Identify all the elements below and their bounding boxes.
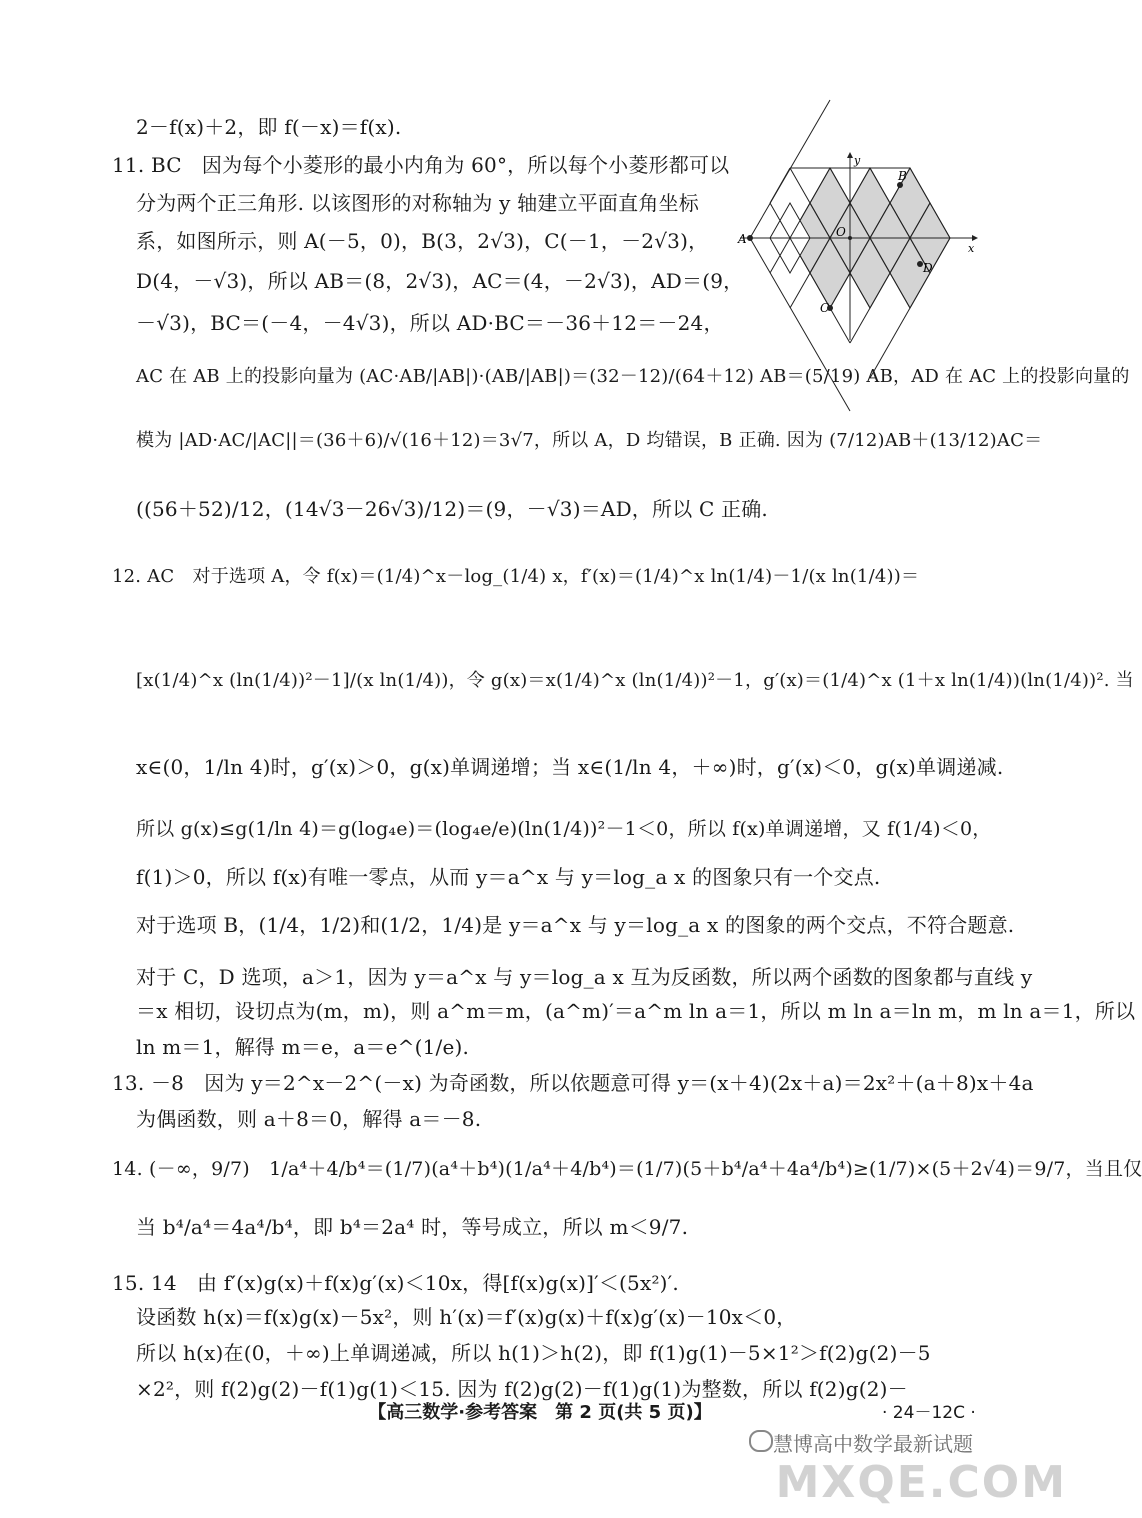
text-line: ×2²，则 f(2)g(2)－f(1)g(1)＜15. 因为 f(2)g(2)－f(1)g(1)为整数，所以 f(2)g(2)－ [136, 1377, 908, 1401]
text-line: ((56＋52)/12，(14√3－26√3)/12)＝(9，－√3)＝AD，所以 C 正确. [136, 497, 768, 521]
text-line: 分为两个正三角形. 以该图形的对称轴为 y 轴建立平面直角坐标 [136, 191, 699, 215]
text-line: 设函数 h(x)＝f(x)g(x)－5x²，则 h′(x)＝f′(x)g(x)＋f(x)g′(x)－10x＜0， [136, 1305, 797, 1329]
y-axis-arrow [847, 152, 853, 158]
label-d: D [923, 261, 933, 275]
text-line: f(1)＞0，所以 f(x)有唯一零点，从而 y＝a^x 与 y＝log_a x 的图象只有一个交点. [136, 865, 881, 889]
origin [848, 236, 852, 240]
label-c: C [820, 301, 830, 315]
label-o: O [836, 225, 846, 239]
problem-12-heading: 12. AC 对于选项 A，令 f(x)＝(1/4)^x－log_(1/4) x，f′(x)＝(1/4)^x ln(1/4)－1/(x ln(1/4))＝ [112, 566, 920, 587]
text-line: AC 在 AB 上的投影向量为 (AC·AB/|AB|)·(AB/|AB|)＝(32－12)/(64＋12) AB＝(5/19) AB，AD 在 AC 上的投影向量的 [136, 366, 1130, 387]
watermark-logo: MXQE.COM [775, 1457, 1067, 1508]
problem-15-heading: 15. 14 由 f′(x)g(x)＋f(x)g′(x)＜10x，得[f(x)g(x)]′＜(5x²)′. [112, 1271, 679, 1295]
text-line: ln m＝1，解得 m＝e，a＝e^(1/e). [136, 1035, 470, 1059]
text-line: 模为 |AD·AC/|AC||＝(36＋6)/√(16＋12)＝3√7，所以 A，D 均错误，B 正确. 因为 (7/12)AB＋(13/12)AC＝ [136, 430, 1043, 451]
problem-14-heading: 14. (－∞，9/7) 1/a⁴＋4/b⁴＝(1/7)(a⁴＋b⁴)(1/a⁴＋4/b⁴)＝(1/7)(5＋b⁴/a⁴＋4a⁴/b⁴)≥(1/7)×(5＋2√4)＝9/7，当且仅 [112, 1158, 1142, 1180]
text-line: ＝x 相切，设切点为(m，m)，则 a^m＝m，(a^m)′＝a^m ln a＝1，所以 m ln a＝ln m，m ln a＝1，所以 [136, 999, 1136, 1023]
page-code: · 24－12C · [882, 1403, 976, 1423]
label-x: x [968, 242, 975, 255]
problem-11-heading: 11. BC 因为每个小菱形的最小内角为 60°，所以每个小菱形都可以 [112, 153, 730, 177]
label-y: y [854, 154, 861, 167]
text-line: 对于 C，D 选项，a＞1，因为 y＝a^x 与 y＝log_a x 互为反函数，所以两个函数的图象都与直线 y [136, 965, 1033, 989]
text-line: 当 b⁴/a⁴＝4a⁴/b⁴，即 b⁴＝2a⁴ 时，等号成立，所以 m＜9/7. [136, 1215, 689, 1239]
text-line: D(4，－√3)，所以 AB＝(8，2√3)，AC＝(4，－2√3)，AD＝(9， [136, 269, 744, 293]
text-line: 对于选项 B，(1/4，1/2)和(1/2，1/4)是 y＝a^x 与 y＝log_a x 的图象的两个交点，不符合题意. [136, 913, 1015, 937]
point-a [747, 235, 753, 241]
text-line: 系，如图所示，则 A(－5，0)，B(3，2√3)，C(－1，－2√3)， [136, 229, 709, 253]
label-b: B [898, 169, 907, 183]
page-footer: 【高三数学·参考答案 第 2 页(共 5 页)】 [368, 1402, 712, 1423]
text-line: 2－f(x)＋2，即 f(－x)＝f(x). [136, 115, 402, 139]
text-line: －√3)，BC＝(－4，－4√3)，所以 AD·BC＝－36＋12＝－24， [136, 311, 724, 335]
wechat-icon [749, 1430, 773, 1452]
text-line: x∈(0，1/ln 4)时，g′(x)＞0，g(x)单调递增；当 x∈(1/ln 4，＋∞)时，g′(x)＜0，g(x)单调递减. [136, 755, 1004, 779]
label-a: A [738, 232, 747, 246]
text-line: 所以 h(x)在(0，＋∞)上单调递减，所以 h(1)＞h(2)，即 f(1)g(1)－5×1²＞f(2)g(2)－5 [136, 1341, 931, 1365]
text-line: [x(1/4)^x (ln(1/4))²－1]/(x ln(1/4))，令 g(x)＝x(1/4)^x (ln(1/4))²－1，g′(x)＝(1/4)^x (1＋x ln(1/4))(ln(1/4))². 当 [136, 670, 1134, 691]
problem-13-heading: 13. －8 因为 y＝2^x－2^(－x) 为奇函数，所以依题意可得 y＝(x＋4)(2x＋a)＝2x²＋(a＋8)x＋4a [112, 1071, 1034, 1095]
rhombus-figure [740, 150, 980, 340]
watermark-text: 慧博高中数学最新试题 [773, 1432, 973, 1456]
text-line: 为偶函数，则 a＋8＝0，解得 a＝－8. [136, 1107, 482, 1131]
x-axis-arrow [972, 235, 978, 241]
text-line: 所以 g(x)≤g(1/ln 4)＝g(log₄e)＝(log₄e/e)(ln(1/4))²－1＜0，所以 f(x)单调递增，又 f(1/4)＜0， [136, 818, 992, 840]
watermark [745, 1420, 1075, 1510]
rhombus-diagram [740, 150, 980, 340]
